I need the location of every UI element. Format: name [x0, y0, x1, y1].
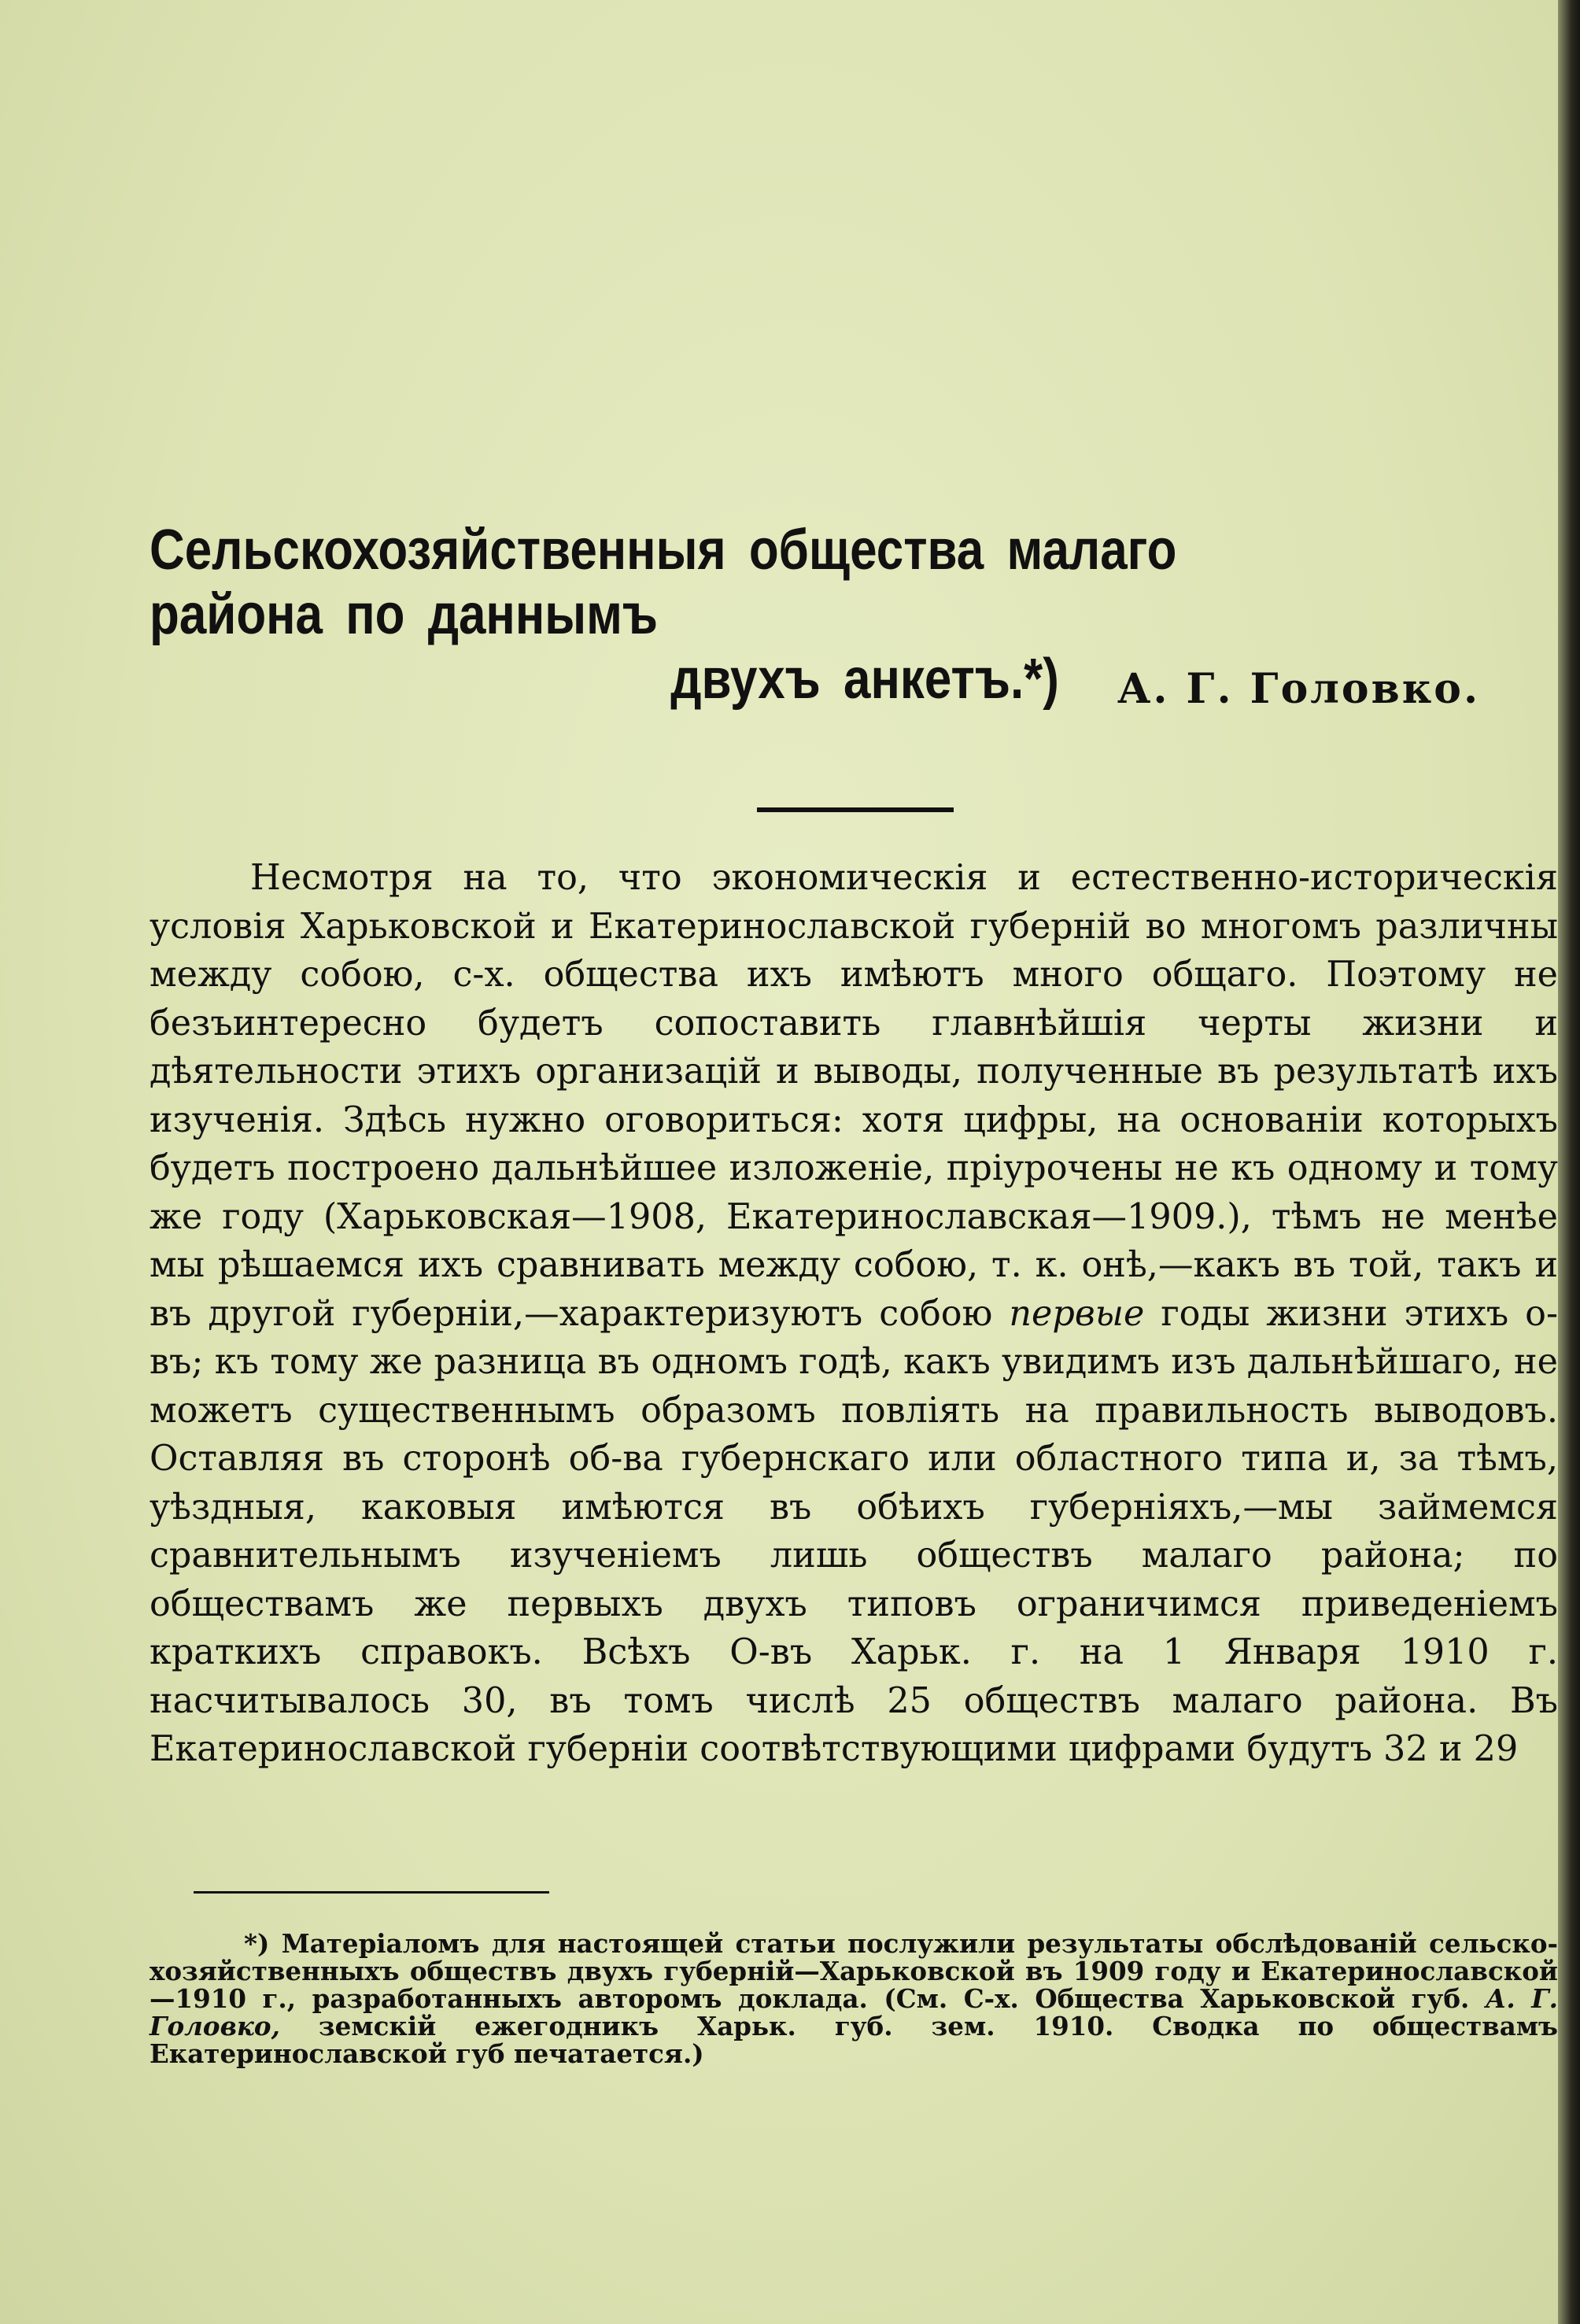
footnote-text-segment: *) Матеріаломъ для настоящей статьи послужили результаты обслѣдованій сельско-хозяйственныхъ обществъ двухъ губерній—Харьковской въ 1909 году и Екатеринославской—1910 г., разработанныхъ авторомъ доклада. (См. С-х. Общества Харьковской губ.	[150, 1928, 1558, 2014]
footnote-separator	[194, 1891, 549, 1894]
article-title-line-1: Сельскохозяйственныя общества малаго района по даннымъ	[150, 519, 1177, 647]
footnote-paragraph	[150, 1930, 1558, 2067]
body-italic-segment: первые	[1009, 1293, 1145, 1334]
book-page-edge	[1558, 0, 1580, 2324]
body-paragraph	[150, 854, 1558, 1774]
body-text-segment: годы жизни этихъ о-въ; къ тому же разница въ одномъ годѣ, какъ увидимъ изъ дальнѣйшаго, не можетъ существеннымъ образомъ повліять на правильность выводовъ. Оставляя въ сторонѣ об-ва губернскаго или областного типа и, за тѣмъ, уѣздныя, каковыя имѣются въ обѣихъ губерніяхъ,—мы займемся сравнительнымъ изученіемъ лишь обществъ малаго района; по обществамъ же первыхъ двухъ типовъ ограничимся приведеніемъ краткихъ справокъ. Всѣхъ О-въ Харьк. г. на 1 Января 1910 г. насчитывалось 30, въ томъ числѣ 25 обществъ малаго района. Въ Екатеринославской губерніи соотвѣтствующими цифрами будутъ 32 и 29	[150, 1293, 1558, 1769]
footnote	[150, 1930, 1558, 2067]
footnote-text-segment: земскій ежегодникъ Харьк. губ. зем. 1910. Сводка по обществамъ Екатеринославской губ печатается.)	[150, 2011, 1558, 2069]
body-text-segment: Несмотря на то, что экономическія и естественно-историческія условія Харьковской и Екатеринославской губерній во многомъ различны между собою, с-х. общества ихъ имѣютъ много общаго. Поэтому не безъинтересно будетъ сопоставить главнѣйшія черты жизни и дѣятельности этихъ организацій и выводы, полученные въ результатѣ ихъ изученія. Здѣсь нужно оговориться: хотя цифры, на основаніи которыхъ будетъ построено дальнѣйшее изложеніе, пріурочены не къ одному и тому же году (Харьковская—1908, Екатеринославская—1909.), тѣмъ не менѣе мы рѣшаемся ихъ сравнивать между собою, т. к. онѣ,—какъ въ той, такъ и въ другой губерніи,—характеризуютъ собою	[150, 858, 1558, 1334]
article-title-line-2: двухъ анкетъ.*)	[670, 648, 1059, 711]
footnote-italic-segment: А. Г. Головко,	[150, 1983, 1558, 2041]
title-divider	[757, 807, 954, 812]
article-body	[150, 854, 1558, 1774]
author-name: А. Г. Головко.	[1117, 665, 1481, 713]
